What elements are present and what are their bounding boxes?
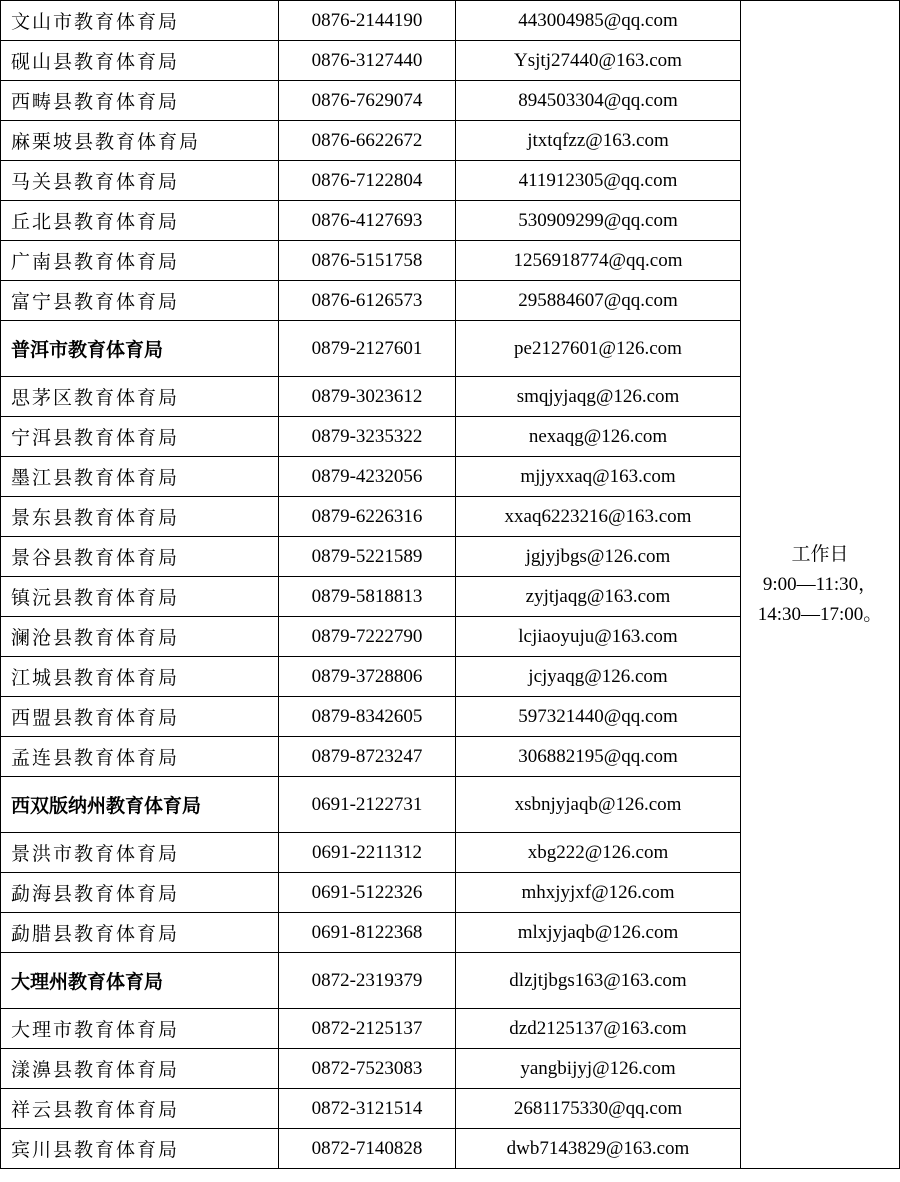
email-cell: dwb7143829@163.com bbox=[456, 1129, 741, 1169]
bureau-name-cell: 西双版纳州教育体育局 bbox=[1, 777, 279, 833]
phone-cell: 0872-2319379 bbox=[279, 953, 456, 1009]
phone-cell: 0691-2211312 bbox=[279, 833, 456, 873]
email-cell: jgjyjbgs@126.com bbox=[456, 537, 741, 577]
email-cell: jtxtqfzz@163.com bbox=[456, 121, 741, 161]
phone-cell: 0876-6622672 bbox=[279, 121, 456, 161]
phone-cell: 0872-7523083 bbox=[279, 1049, 456, 1089]
phone-cell: 0691-2122731 bbox=[279, 777, 456, 833]
table-row bbox=[1, 1, 900, 41]
bureau-name-cell: 丘北县教育体育局 bbox=[1, 201, 279, 241]
bureau-name-cell: 镇沅县教育体育局 bbox=[1, 577, 279, 617]
phone-cell: 0876-7122804 bbox=[279, 161, 456, 201]
bureau-name-cell: 西盟县教育体育局 bbox=[1, 697, 279, 737]
bureau-name-cell: 景谷县教育体育局 bbox=[1, 537, 279, 577]
phone-cell: 0879-3728806 bbox=[279, 657, 456, 697]
bureau-name-cell: 砚山县教育体育局 bbox=[1, 41, 279, 81]
email-cell: smqjyjaqg@126.com bbox=[456, 377, 741, 417]
bureau-name-cell: 江城县教育体育局 bbox=[1, 657, 279, 697]
bureau-name-cell: 景东县教育体育局 bbox=[1, 497, 279, 537]
bureau-name-cell: 勐海县教育体育局 bbox=[1, 873, 279, 913]
bureau-name-cell: 澜沧县教育体育局 bbox=[1, 617, 279, 657]
bureau-name-cell: 大理市教育体育局 bbox=[1, 1009, 279, 1049]
email-cell: yangbijyj@126.com bbox=[456, 1049, 741, 1089]
phone-cell: 0691-8122368 bbox=[279, 913, 456, 953]
email-cell: xbg222@126.com bbox=[456, 833, 741, 873]
bureau-name-cell: 文山市教育体育局 bbox=[1, 1, 279, 41]
phone-cell: 0876-7629074 bbox=[279, 81, 456, 121]
working-hours-line1: 工作日 bbox=[791, 543, 849, 565]
working-hours-line2: 9:00—11:30， bbox=[762, 573, 878, 595]
email-cell: mjjyxxaq@163.com bbox=[456, 457, 741, 497]
phone-cell: 0879-5818813 bbox=[279, 577, 456, 617]
email-cell: xxaq6223216@163.com bbox=[456, 497, 741, 537]
contact-table-body bbox=[1, 1, 900, 1169]
email-cell: 306882195@qq.com bbox=[456, 737, 741, 777]
phone-cell: 0879-3235322 bbox=[279, 417, 456, 457]
email-cell: zyjtjaqg@163.com bbox=[456, 577, 741, 617]
email-cell: 894503304@qq.com bbox=[456, 81, 741, 121]
email-cell: mhxjyjxf@126.com bbox=[456, 873, 741, 913]
email-cell: jcjyaqg@126.com bbox=[456, 657, 741, 697]
bureau-name-cell: 麻栗坡县教育体育局 bbox=[1, 121, 279, 161]
phone-cell: 0879-5221589 bbox=[279, 537, 456, 577]
phone-cell: 0879-2127601 bbox=[279, 321, 456, 377]
bureau-name-cell: 马关县教育体育局 bbox=[1, 161, 279, 201]
bureau-name-cell: 大理州教育体育局 bbox=[1, 953, 279, 1009]
phone-cell: 0872-3121514 bbox=[279, 1089, 456, 1129]
phone-cell: 0876-4127693 bbox=[279, 201, 456, 241]
phone-cell: 0879-4232056 bbox=[279, 457, 456, 497]
phone-cell: 0876-2144190 bbox=[279, 1, 456, 41]
phone-cell: 0876-6126573 bbox=[279, 281, 456, 321]
bureau-name-cell: 普洱市教育体育局 bbox=[1, 321, 279, 377]
email-cell: 2681175330@qq.com bbox=[456, 1089, 741, 1129]
phone-cell: 0876-5151758 bbox=[279, 241, 456, 281]
phone-cell: 0872-7140828 bbox=[279, 1129, 456, 1169]
phone-cell: 0879-6226316 bbox=[279, 497, 456, 537]
email-cell: dlzjtjbgs163@163.com bbox=[456, 953, 741, 1009]
email-cell: lcjiaoyuju@163.com bbox=[456, 617, 741, 657]
email-cell: 530909299@qq.com bbox=[456, 201, 741, 241]
email-cell: xsbnjyjaqb@126.com bbox=[456, 777, 741, 833]
email-cell: Ysjtj27440@163.com bbox=[456, 41, 741, 81]
email-cell: 443004985@qq.com bbox=[456, 1, 741, 41]
email-cell: mlxjyjaqb@126.com bbox=[456, 913, 741, 953]
bureau-name-cell: 思茅区教育体育局 bbox=[1, 377, 279, 417]
email-cell: 597321440@qq.com bbox=[456, 697, 741, 737]
bureau-name-cell: 宾川县教育体育局 bbox=[1, 1129, 279, 1169]
bureau-name-cell: 富宁县教育体育局 bbox=[1, 281, 279, 321]
bureau-name-cell: 祥云县教育体育局 bbox=[1, 1089, 279, 1129]
email-cell: nexaqg@126.com bbox=[456, 417, 741, 457]
bureau-name-cell: 广南县教育体育局 bbox=[1, 241, 279, 281]
bureau-name-cell: 景洪市教育体育局 bbox=[1, 833, 279, 873]
email-cell: 1256918774@qq.com bbox=[456, 241, 741, 281]
phone-cell: 0879-8723247 bbox=[279, 737, 456, 777]
email-cell: 411912305@qq.com bbox=[456, 161, 741, 201]
phone-cell: 0879-7222790 bbox=[279, 617, 456, 657]
email-cell: 295884607@qq.com bbox=[456, 281, 741, 321]
bureau-name-cell: 孟连县教育体育局 bbox=[1, 737, 279, 777]
bureau-name-cell: 西畴县教育体育局 bbox=[1, 81, 279, 121]
working-hours-line3: 14:30—17:00。 bbox=[757, 603, 883, 625]
bureau-name-cell: 宁洱县教育体育局 bbox=[1, 417, 279, 457]
email-cell: dzd2125137@163.com bbox=[456, 1009, 741, 1049]
bureau-name-cell: 勐腊县教育体育局 bbox=[1, 913, 279, 953]
phone-cell: 0879-3023612 bbox=[279, 377, 456, 417]
phone-cell: 0876-3127440 bbox=[279, 41, 456, 81]
email-cell: pe2127601@126.com bbox=[456, 321, 741, 377]
phone-cell: 0879-8342605 bbox=[279, 697, 456, 737]
phone-cell: 0872-2125137 bbox=[279, 1009, 456, 1049]
phone-cell: 0691-5122326 bbox=[279, 873, 456, 913]
bureau-name-cell: 墨江县教育体育局 bbox=[1, 457, 279, 497]
working-hours-cell bbox=[741, 1, 900, 1169]
bureau-name-cell: 漾濞县教育体育局 bbox=[1, 1049, 279, 1089]
